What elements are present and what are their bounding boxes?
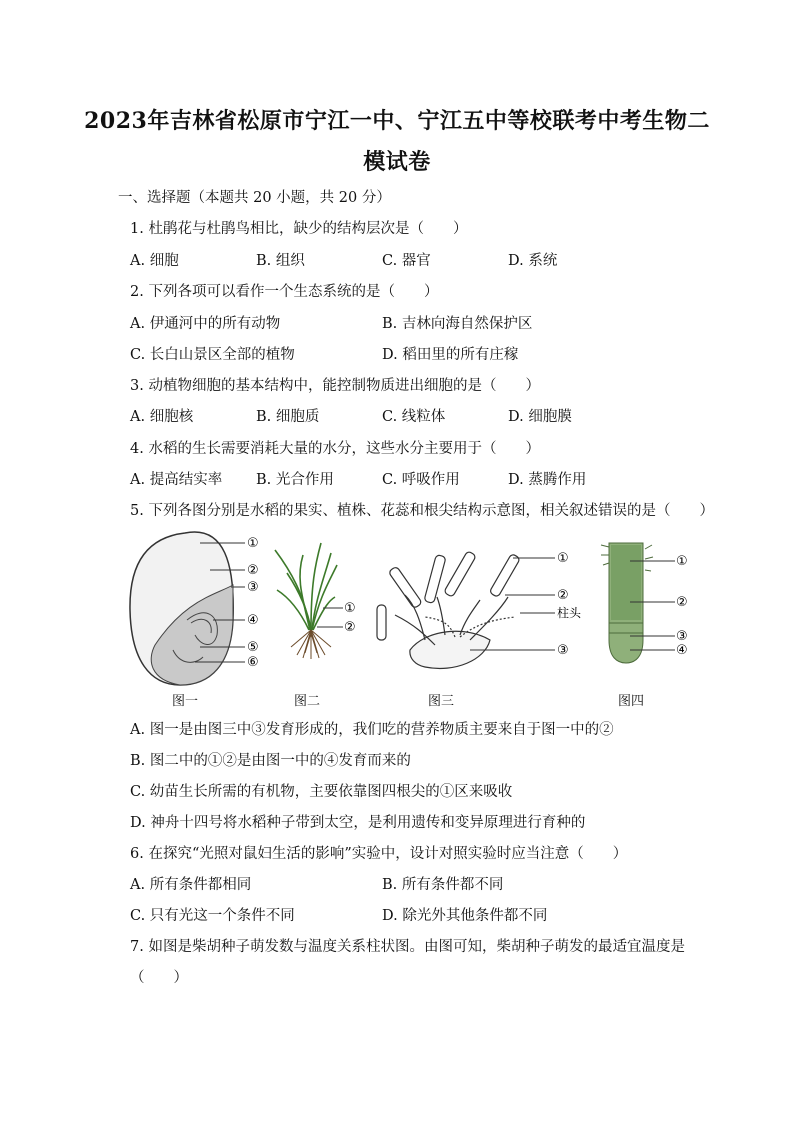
rice-structure-figure — [125, 525, 695, 710]
fig2-rice-plant — [275, 543, 337, 630]
q5-option-c: C. 幼苗生长所需的有机物，主要依靠图四根尖的①区来吸收 — [130, 784, 513, 800]
fig3-label-2: ② — [557, 588, 569, 603]
fig4-label-4: ④ — [676, 643, 688, 658]
q5-option-b: B. 图二中的①②是由图一中的④发育而来的 — [130, 753, 411, 769]
q1-option-a: A. 细胞 — [130, 253, 179, 269]
fig1-label-5: ⑤ — [247, 640, 259, 655]
fig1-rice-grain — [130, 532, 245, 685]
q2-option-c: C. 长白山景区全部的植物 — [130, 347, 295, 363]
fig1-label-1: ① — [247, 536, 259, 551]
fig2-label-1: ① — [344, 601, 356, 616]
fig3-label-3: ③ — [557, 643, 569, 658]
q1-option-c: C. 器官 — [382, 253, 431, 269]
exam-title-line1: 2023年吉林省松原市宁江一中、宁江五中等校联考中考生物二 — [84, 108, 710, 134]
fig-caption-3: 图三 — [428, 694, 455, 709]
fig-caption-2: 图二 — [294, 694, 321, 709]
fig-caption-4: 图四 — [618, 694, 645, 709]
q6-option-d: D. 除光外其他条件都不同 — [382, 908, 548, 924]
question-5-stem: 5. 下列各图分别是水稻的果实、植株、花蕊和根尖结构示意图，相关叙述错误的是（ ） — [130, 503, 714, 519]
fig1-label-3: ③ — [247, 580, 259, 595]
exam-title-line2: 模试卷 — [363, 149, 431, 175]
fig4-label-3: ③ — [676, 629, 688, 644]
q2-option-d: D. 稻田里的所有庄稼 — [382, 347, 519, 363]
q3-option-b: B. 细胞质 — [256, 409, 320, 425]
fig1-label-4: ④ — [247, 613, 259, 628]
q2-option-b: B. 吉林向海自然保护区 — [382, 316, 533, 332]
q5-option-a: A. 图一是由图三中③发育形成的，我们吃的营养物质主要来自于图一中的② — [130, 722, 614, 738]
question-1-stem: 1. 杜鹃花与杜鹃鸟相比，缺少的结构层次是（ ） — [130, 221, 468, 237]
q4-option-a: A. 提高结实率 — [130, 472, 223, 488]
section-heading: 一、选择题（本题共 20 小题，共 20 分） — [118, 190, 391, 206]
q2-option-a: A. 伊通河中的所有动物 — [130, 316, 281, 332]
q3-option-a: A. 细胞核 — [130, 409, 194, 425]
fig3-label-stigma: 柱头 — [557, 606, 582, 620]
fig1-label-2: ② — [247, 563, 259, 578]
fig2-roots — [291, 630, 331, 659]
question-4-stem: 4. 水稻的生长需要消耗大量的水分，这些水分主要用于（ ） — [130, 441, 540, 457]
q1-option-b: B. 组织 — [256, 253, 305, 269]
fig2-label-2: ② — [344, 620, 356, 635]
q1-option-d: D. 系统 — [508, 253, 558, 269]
question-6-stem: 6. 在探究“光照对鼠妇生活的影响”实验中，设计对照实验时应当注意（ ） — [130, 846, 628, 862]
question-3-stem: 3. 动植物细胞的基本结构中，能控制物质进出细胞的是（ ） — [130, 378, 540, 394]
q4-option-b: B. 光合作用 — [256, 472, 334, 488]
q4-option-c: C. 呼吸作用 — [382, 472, 460, 488]
fig4-label-2: ② — [676, 595, 688, 610]
q4-option-d: D. 蒸腾作用 — [508, 472, 587, 488]
q3-option-c: C. 线粒体 — [382, 409, 446, 425]
fig3-flower — [377, 551, 520, 669]
fig1-label-6: ⑥ — [247, 655, 259, 670]
question-7-stem: 7. 如图是柴胡种子萌发数与温度关系柱状图。由图可知，柴胡种子萌发的最适宜温度是 — [130, 939, 685, 955]
question-7-stem-cont: （ ） — [130, 970, 188, 986]
fig4-label-1: ① — [676, 554, 688, 569]
fig3-label-1: ① — [557, 551, 569, 566]
q6-option-b: B. 所有条件都不同 — [382, 877, 504, 893]
q5-option-d: D. 神舟十四号将水稻种子带到太空，是利用遗传和变异原理进行育种的 — [130, 815, 586, 831]
q6-option-a: A. 所有条件都相同 — [130, 877, 252, 893]
question-2-stem: 2. 下列各项可以看作一个生态系统的是（ ） — [130, 284, 439, 300]
q3-option-d: D. 细胞膜 — [508, 409, 572, 425]
fig-caption-1: 图一 — [172, 694, 199, 709]
q6-option-c: C. 只有光这一个条件不同 — [130, 908, 295, 924]
